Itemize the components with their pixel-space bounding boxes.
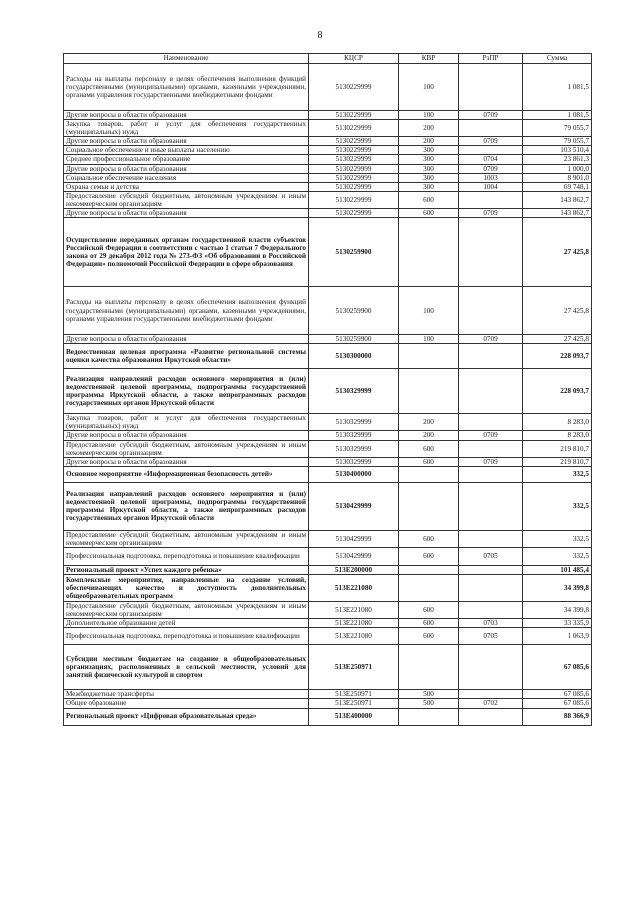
cell-rzpr: 0709 [459, 111, 523, 120]
cell-name: Другие вопросы в области образования [64, 164, 309, 173]
cell-kvr [399, 708, 459, 725]
cell-kvr: 500 [399, 699, 459, 708]
cell-sum: 23 861,3 [523, 155, 592, 164]
table-row [64, 335, 592, 344]
cell-kcsr: 5130400000 [309, 466, 399, 482]
cell-kvr: 600 [399, 457, 459, 466]
cell-name: Другие вопросы в области образования [64, 431, 309, 440]
cell-kvr: 100 [399, 64, 459, 111]
table-row [64, 466, 592, 482]
cell-kcsr: 5130300000 [309, 344, 399, 369]
cell-rzpr: 0709 [459, 164, 523, 173]
table-row [64, 64, 592, 111]
cell-name: Закупка товаров, работ и услуг для обеспечения государственных (муниципальных) нужд [64, 120, 309, 137]
cell-sum: 143 862,7 [523, 191, 592, 208]
cell-sum: 67 085,6 [523, 699, 592, 708]
cell-rzpr: 0703 [459, 619, 523, 628]
table-row [64, 565, 592, 574]
cell-rzpr [459, 146, 523, 155]
cell-kvr: 100 [399, 335, 459, 344]
cell-kcsr: 513E400000 [309, 708, 399, 725]
table-row [64, 111, 592, 120]
cell-sum: 228 093,7 [523, 344, 592, 369]
cell-rzpr [459, 708, 523, 725]
cell-kvr: 300 [399, 155, 459, 164]
cell-kvr [399, 369, 459, 414]
table-row [64, 708, 592, 725]
cell-name: Среднее профессиональное образование [64, 155, 309, 164]
cell-sum: 8 283,0 [523, 431, 592, 440]
cell-kcsr: 5130229999 [309, 209, 399, 218]
cell-sum: 332,5 [523, 466, 592, 482]
cell-kcsr: 513E221080 [309, 602, 399, 619]
header-name: Наименование [64, 54, 309, 64]
cell-kvr: 200 [399, 120, 459, 137]
table-row [64, 699, 592, 708]
header-kvr: КВР [399, 54, 459, 64]
cell-name: Межбюджетные трансферты [64, 690, 309, 699]
cell-rzpr [459, 466, 523, 482]
cell-kcsr: 5130329999 [309, 369, 399, 414]
cell-rzpr: 0704 [459, 155, 523, 164]
cell-name: Основное мероприятие «Информационная безопасность детей» [64, 466, 309, 482]
cell-kvr: 300 [399, 164, 459, 173]
cell-sum: 332,5 [523, 482, 592, 530]
table-row [64, 191, 592, 208]
cell-rzpr: 0705 [459, 628, 523, 645]
cell-name: Осуществление переданных органам государственной власти субъектов Российской Федерации в соответствии с частью 1 статьи 7 Федерального закона от 29 декабря 2012 года № 273-ФЗ «Об образовании в Российской Федерации» полномочий Российской Федерации в сфере образования [64, 218, 309, 287]
cell-name: Региональный проект «Успех каждого ребенка» [64, 565, 309, 574]
cell-kcsr: 5130429999 [309, 547, 399, 565]
cell-rzpr [459, 287, 523, 335]
cell-kvr: 200 [399, 431, 459, 440]
cell-kcsr: 5130229999 [309, 137, 399, 146]
table-row [64, 619, 592, 628]
cell-sum: 67 085,6 [523, 690, 592, 699]
cell-name: Общее образование [64, 699, 309, 708]
cell-kcsr: 5130229999 [309, 111, 399, 120]
table-row [64, 628, 592, 645]
cell-kvr: 300 [399, 182, 459, 191]
cell-kcsr: 5130259900 [309, 335, 399, 344]
table-row [64, 209, 592, 218]
cell-kcsr: 5130229999 [309, 164, 399, 173]
cell-rzpr [459, 440, 523, 457]
cell-kcsr: 513E221080 [309, 619, 399, 628]
cell-name: Охрана семьи и детства [64, 182, 309, 191]
cell-sum: 33 335,9 [523, 619, 592, 628]
table-row [64, 146, 592, 155]
page-number: 8 [317, 30, 323, 41]
cell-sum: 143 862,7 [523, 209, 592, 218]
cell-kvr [399, 565, 459, 574]
table-row [64, 173, 592, 182]
cell-name: Ведомственная целевая программа «Развитие региональной системы оценки качества образования Иркутской области» [64, 344, 309, 369]
cell-name: Дополнительное образование детей [64, 619, 309, 628]
table-row [64, 431, 592, 440]
cell-sum: 219 810,7 [523, 457, 592, 466]
cell-rzpr [459, 565, 523, 574]
cell-name: Другие вопросы в области образования [64, 137, 309, 146]
cell-name: Расходы на выплаты персоналу в целях обеспечения выполнения функций государственными (муниципальными) органами, казенными учреждениями, органами управления государственными внебюджетными фондами [64, 64, 309, 111]
cell-kcsr: 513E221080 [309, 575, 399, 602]
cell-rzpr [459, 120, 523, 137]
cell-kvr: 600 [399, 547, 459, 565]
budget-table [63, 53, 592, 726]
cell-name: Социальное обеспечение и иные выплаты населению [64, 146, 309, 155]
cell-rzpr: 0709 [459, 137, 523, 146]
cell-rzpr [459, 64, 523, 111]
cell-rzpr [459, 690, 523, 699]
table-row [64, 218, 592, 287]
cell-sum: 219 810,7 [523, 440, 592, 457]
cell-kcsr: 5130329999 [309, 414, 399, 431]
cell-rzpr: 0702 [459, 699, 523, 708]
cell-sum: 101 485,4 [523, 565, 592, 574]
cell-rzpr: 0709 [459, 209, 523, 218]
cell-sum: 79 055,7 [523, 137, 592, 146]
cell-name: Профессиональная подготовка, переподготовка и повышение квалификации [64, 547, 309, 565]
table-row [64, 530, 592, 547]
cell-kcsr: 5130259900 [309, 287, 399, 335]
table-row [64, 645, 592, 690]
cell-kvr [399, 575, 459, 602]
table-row [64, 440, 592, 457]
cell-sum: 103 510,4 [523, 146, 592, 155]
cell-kvr: 300 [399, 173, 459, 182]
cell-name: Расходы на выплаты персоналу в целях обеспечения выполнения функций государственными (муниципальными) органами, казенными учреждениями, органами управления государственными внебюджетными фондами [64, 287, 309, 335]
cell-kcsr: 5130429999 [309, 530, 399, 547]
cell-sum: 8 901,0 [523, 173, 592, 182]
cell-name: Предоставление субсидий бюджетным, автономным учреждениям и иным некоммерческим организациям [64, 191, 309, 208]
cell-name: Предоставление субсидий бюджетным, автономным учреждениям и иным некоммерческим организациям [64, 530, 309, 547]
cell-sum: 34 399,8 [523, 575, 592, 602]
cell-sum: 1 000,0 [523, 164, 592, 173]
cell-name: Предоставление субсидий бюджетным, автономным учреждениям и иным некоммерческим организациям [64, 440, 309, 457]
cell-sum: 69 748,1 [523, 182, 592, 191]
cell-sum: 34 399,8 [523, 602, 592, 619]
cell-rzpr [459, 218, 523, 287]
cell-name: Реализация направлений расходов основного мероприятия и (или) ведомственной целевой программы, подпрограммы государственной программы Иркутской области, а также непрограммных расходов государственных органов Иркутской области [64, 482, 309, 530]
cell-name: Предоставление субсидий бюджетным, автономным учреждениям и иным некоммерческим организациям [64, 602, 309, 619]
cell-name: Региональный проект «Цифровая образовательная среда» [64, 708, 309, 725]
cell-kvr [399, 218, 459, 287]
table-row [64, 120, 592, 137]
cell-name: Социальное обеспечение населения [64, 173, 309, 182]
cell-name: Другие вопросы в области образования [64, 209, 309, 218]
table-row [64, 164, 592, 173]
cell-kvr [399, 466, 459, 482]
cell-sum: 228 093,7 [523, 369, 592, 414]
cell-sum: 332,5 [523, 547, 592, 565]
cell-rzpr [459, 530, 523, 547]
cell-kvr: 200 [399, 414, 459, 431]
cell-kcsr: 5130229999 [309, 191, 399, 208]
cell-kvr [399, 482, 459, 530]
cell-rzpr [459, 482, 523, 530]
cell-rzpr: 1004 [459, 182, 523, 191]
cell-kvr: 300 [399, 146, 459, 155]
cell-name: Закупка товаров, работ и услуг для обеспечения государственных (муниципальных) нужд [64, 414, 309, 431]
table-row [64, 369, 592, 414]
cell-kvr [399, 645, 459, 690]
table-row [64, 344, 592, 369]
cell-kvr: 600 [399, 628, 459, 645]
cell-kvr [399, 344, 459, 369]
cell-rzpr: 0709 [459, 431, 523, 440]
cell-sum: 27 425,8 [523, 287, 592, 335]
cell-kcsr: 513E250971 [309, 699, 399, 708]
cell-sum: 332,5 [523, 530, 592, 547]
cell-rzpr [459, 575, 523, 602]
cell-sum: 79 055,7 [523, 120, 592, 137]
table-row [64, 457, 592, 466]
cell-rzpr [459, 602, 523, 619]
cell-rzpr [459, 414, 523, 431]
table-row [64, 690, 592, 699]
header-kcsr: КЦСР [309, 54, 399, 64]
cell-sum: 1 081,5 [523, 111, 592, 120]
cell-name: Субсидии местным бюджетам на создание в общеобразовательных организациях, расположенных в сельской местности, условий для занятий физической культурой и спортом [64, 645, 309, 690]
table-row [64, 287, 592, 335]
cell-rzpr [459, 369, 523, 414]
cell-kvr: 600 [399, 440, 459, 457]
table-row [64, 547, 592, 565]
cell-rzpr: 0709 [459, 335, 523, 344]
cell-kcsr: 513E221080 [309, 628, 399, 645]
table-row [64, 575, 592, 602]
cell-sum: 88 366,9 [523, 708, 592, 725]
cell-kcsr: 5130229999 [309, 155, 399, 164]
cell-kcsr: 5130229999 [309, 173, 399, 182]
table-row [64, 182, 592, 191]
cell-kcsr: 5130329999 [309, 431, 399, 440]
table-header-row [64, 54, 592, 64]
cell-sum: 27 425,8 [523, 335, 592, 344]
cell-kvr: 100 [399, 111, 459, 120]
cell-kvr: 100 [399, 287, 459, 335]
cell-kvr: 600 [399, 191, 459, 208]
cell-kcsr: 5130229999 [309, 64, 399, 111]
cell-kcsr: 5130329999 [309, 457, 399, 466]
cell-kcsr: 5130329999 [309, 440, 399, 457]
cell-kvr: 600 [399, 619, 459, 628]
cell-sum: 1 081,5 [523, 64, 592, 111]
header-sum: Сумма [523, 54, 592, 64]
cell-rzpr [459, 344, 523, 369]
cell-kcsr: 5130429999 [309, 482, 399, 530]
cell-name: Другие вопросы в области образования [64, 111, 309, 120]
table-row [64, 482, 592, 530]
cell-sum: 67 085,6 [523, 645, 592, 690]
cell-kvr: 200 [399, 137, 459, 146]
cell-kcsr: 513E250971 [309, 645, 399, 690]
cell-name: Реализация направлений расходов основного мероприятия и (или) ведомственной целевой программы, подпрограммы государственной программы Иркутской области, а также непрограммных расходов государственных органов Иркутской области [64, 369, 309, 414]
cell-rzpr [459, 191, 523, 208]
cell-kcsr: 5130259900 [309, 218, 399, 287]
cell-kcsr: 513E200000 [309, 565, 399, 574]
cell-rzpr: 0709 [459, 457, 523, 466]
cell-sum: 1 063,9 [523, 628, 592, 645]
table-row [64, 137, 592, 146]
cell-kvr: 600 [399, 209, 459, 218]
cell-rzpr [459, 645, 523, 690]
cell-rzpr: 0705 [459, 547, 523, 565]
cell-name: Другие вопросы в области образования [64, 335, 309, 344]
cell-name: Другие вопросы в области образования [64, 457, 309, 466]
cell-kcsr: 5130229999 [309, 182, 399, 191]
cell-sum: 27 425,8 [523, 218, 592, 287]
header-rzpr: РзПР [459, 54, 523, 64]
table-row [64, 602, 592, 619]
cell-kvr: 500 [399, 690, 459, 699]
cell-kcsr: 513E250971 [309, 690, 399, 699]
cell-kcsr: 5130229999 [309, 120, 399, 137]
cell-sum: 8 283,0 [523, 414, 592, 431]
cell-name: Комплексные мероприятия, направленные на создание условий, обеспечивающих качество и доступность дополнительных общеобразовательных программ [64, 575, 309, 602]
table-row [64, 155, 592, 164]
cell-kvr: 600 [399, 602, 459, 619]
cell-name: Профессиональная подготовка, переподготовка и повышение квалификации [64, 628, 309, 645]
cell-rzpr: 1003 [459, 173, 523, 182]
cell-kcsr: 5130229999 [309, 146, 399, 155]
table-row [64, 414, 592, 431]
cell-kvr: 600 [399, 530, 459, 547]
